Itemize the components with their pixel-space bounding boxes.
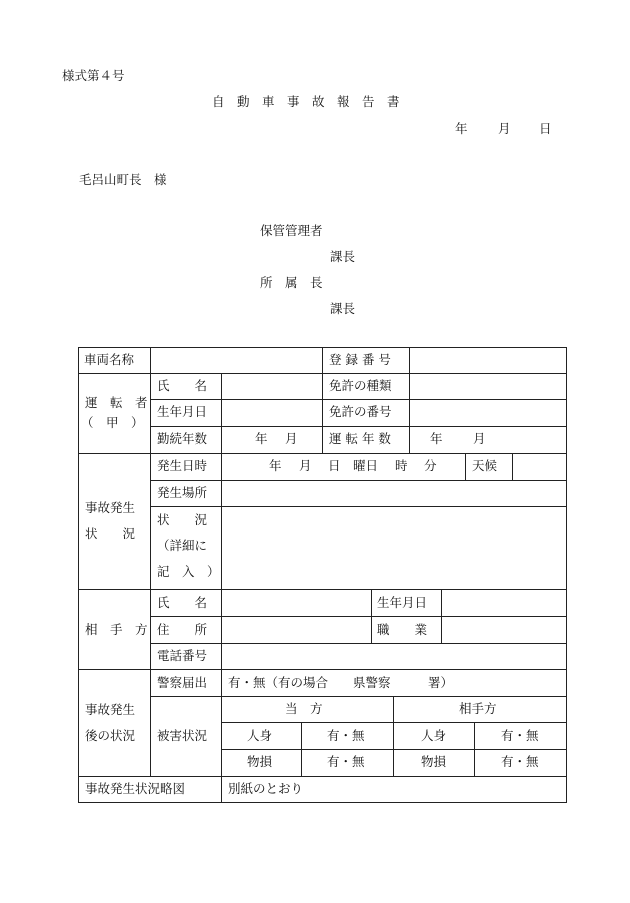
police-report-value: 有・無（有の場合 県警察 署）: [228, 675, 454, 690]
driver-name-label: 氏 名: [157, 378, 208, 393]
situation-label: 状 況: [157, 512, 208, 527]
driver-sub-label: （ 甲 ）: [81, 415, 144, 430]
driver-label: 運 転 者: [85, 395, 148, 410]
service-year-unit: 年: [255, 431, 268, 446]
affiliation-title: 課長: [330, 301, 356, 316]
weather-label: 天候: [472, 458, 498, 473]
datetime-year-unit: 年: [269, 458, 282, 473]
date-year-label: 年: [455, 121, 468, 136]
accident-situation-label: 事故発生: [85, 500, 136, 515]
opposing-side-header: 相手方: [459, 701, 497, 716]
driving-years-label: 運 転 年 数: [329, 431, 391, 446]
other-party-phone-label: 電話番号: [157, 648, 208, 663]
opposing-property-yn: 有・無: [501, 754, 539, 769]
police-report-label: 警察届出: [157, 675, 208, 690]
location-label: 発生場所: [157, 485, 208, 500]
own-property-label: 物損: [247, 754, 273, 769]
driving-month-unit: 月: [473, 431, 486, 446]
damage-status-label: 被害状況: [157, 728, 208, 743]
service-month-unit: 月: [285, 431, 298, 446]
driving-year-unit: 年: [430, 431, 443, 446]
custodian-label: 保管管理者: [260, 223, 323, 238]
own-personal-yn: 有・無: [327, 728, 365, 743]
situation-detail-label: （詳細に: [157, 538, 208, 553]
opposing-personal-yn: 有・無: [501, 728, 539, 743]
page-title: 自 動 車 事 故 報 告 書: [212, 94, 400, 109]
affiliation-label: 所 属 長: [260, 275, 323, 290]
vehicle-name-label: 車両名称: [84, 352, 135, 367]
date-month-label: 月: [498, 121, 511, 136]
situation-fill-label: 記 入 ）: [157, 564, 220, 579]
own-personal-label: 人身: [247, 728, 273, 743]
datetime-weekday-unit: 曜日: [353, 458, 379, 473]
datetime-hour-unit: 時: [395, 458, 408, 473]
after-situation-sub-label: 後の状況: [85, 728, 136, 743]
accident-situation-sub-label: 状 況: [85, 526, 136, 541]
license-number-label: 免許の番号: [329, 404, 392, 419]
birth-date-label: 生年月日: [157, 404, 208, 419]
own-side-header: 当 方: [285, 701, 323, 716]
custodian-title: 課長: [330, 249, 356, 264]
other-party-name-label: 氏 名: [157, 595, 208, 610]
sketch-value: 別紙のとおり: [228, 781, 304, 796]
opposing-property-label: 物損: [421, 754, 447, 769]
datetime-day-unit: 日: [328, 458, 341, 473]
other-party-occupation-label: 職 業: [377, 622, 428, 637]
datetime-minute-unit: 分: [424, 458, 437, 473]
addressee: 毛呂山町長 様: [79, 172, 167, 187]
service-years-label: 勤続年数: [157, 431, 208, 446]
form-number: 様式第４号: [62, 68, 125, 83]
other-party-address-label: 住 所: [157, 622, 208, 637]
after-situation-label: 事故発生: [85, 702, 136, 717]
datetime-month-unit: 月: [299, 458, 312, 473]
license-type-label: 免許の種類: [329, 378, 392, 393]
date-day-label: 日: [539, 121, 552, 136]
other-party-label: 相 手 方: [85, 622, 148, 637]
other-party-birth-date-label: 生年月日: [377, 595, 428, 610]
occurred-at-label: 発生日時: [157, 458, 208, 473]
sketch-label: 事故発生状況略図: [85, 781, 186, 796]
registration-number-label: 登 録 番 号: [329, 352, 391, 367]
opposing-personal-label: 人身: [421, 728, 447, 743]
own-property-yn: 有・無: [327, 754, 365, 769]
